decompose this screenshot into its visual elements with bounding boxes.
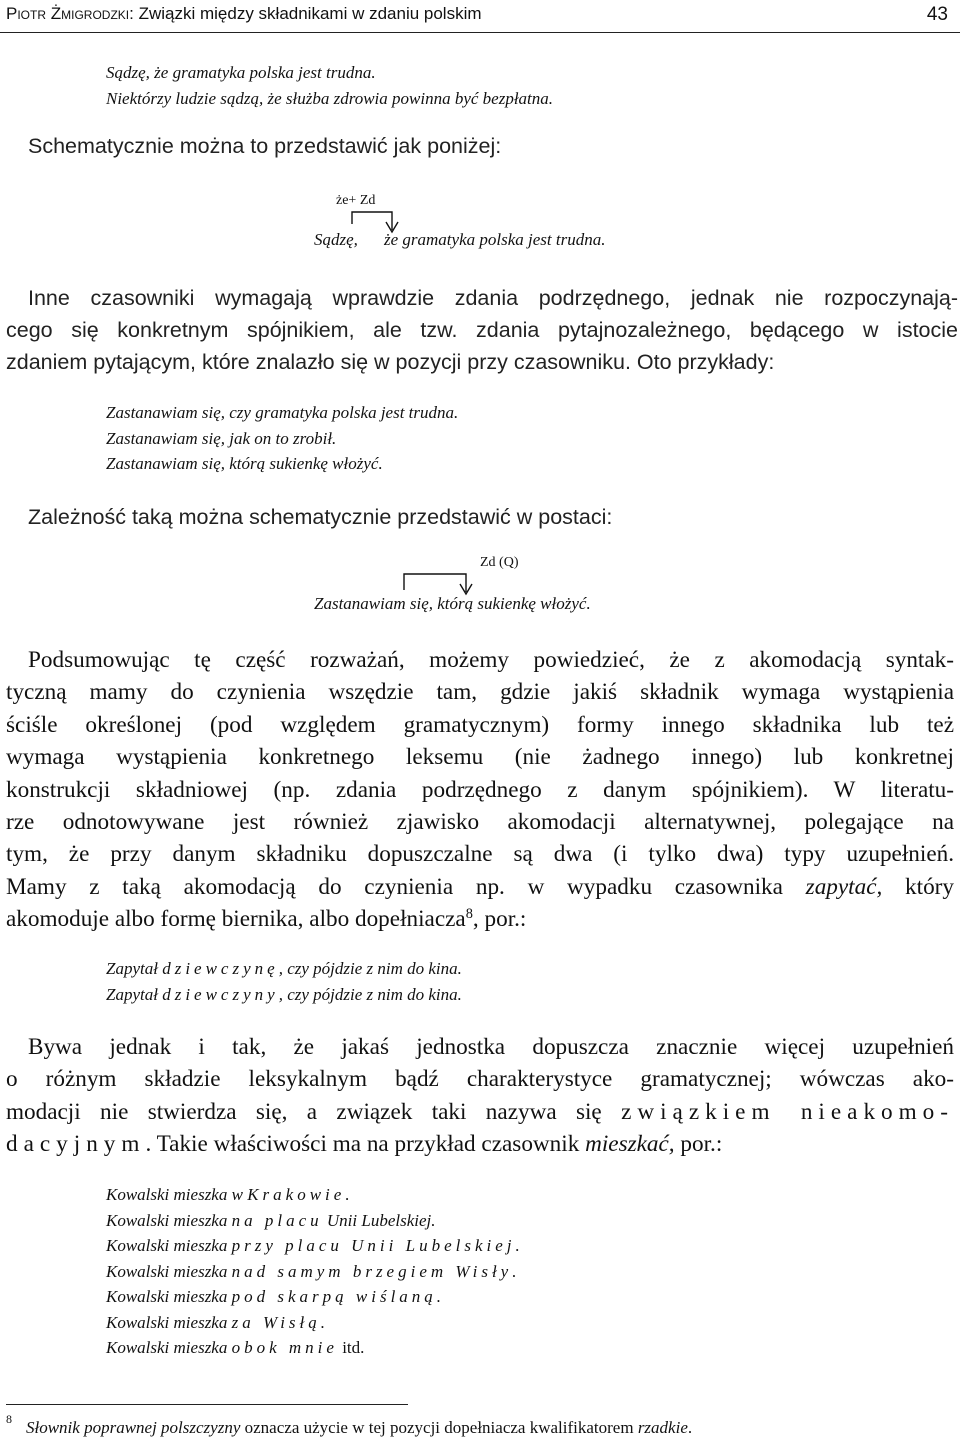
page-number: 43 — [926, 4, 948, 25]
paragraph-line: zdaniem pytającym, które znalazło się w pozycji przy czasowniku. Oto przykłady: — [6, 350, 775, 374]
footnote-end: . — [687, 1418, 693, 1437]
header-title: Związki między składnikami w zdaniu polskim — [138, 4, 482, 23]
spaced-word: pod skarpą wiślaną — [231, 1287, 437, 1306]
example-fragment: Kowalski mieszka w — [106, 1185, 248, 1204]
example-block-1 — [106, 60, 553, 111]
schema-1-label: że+ Zd — [336, 193, 376, 208]
spaced-term: dacyjnym — [6, 1131, 146, 1158]
spaced-word: na placu — [231, 1210, 323, 1230]
example-line — [106, 1208, 520, 1234]
example-line — [106, 1182, 520, 1208]
example-fragment: Kowalski mieszka — [106, 1338, 232, 1357]
verb-zapytac: zapytać, — [805, 873, 883, 900]
footnote-text: oznacza użycie w tej pozycji dopełniacza kwalifikatorem — [240, 1418, 638, 1437]
example-line — [106, 1233, 520, 1259]
header-rule — [0, 32, 960, 33]
example-line — [106, 956, 462, 982]
spaced-word: nad samym brzegiem Wisły — [231, 1261, 513, 1281]
paragraph-line: Bywa jednak i tak, że jakaś jednostka dopuszcza znacznie więcej uzupełnień — [28, 1034, 954, 1060]
example-fragment: itd. — [337, 1338, 365, 1357]
example-fragment: , czy pójdzie z nim do kina. — [278, 984, 462, 1004]
example-line — [106, 1335, 520, 1361]
paragraph-line: o różnym składzie leksykalnym bądź charakterystyce gramatycznej; wówczas ako- — [6, 1066, 954, 1093]
paragraph-line — [6, 1096, 954, 1128]
running-header — [6, 4, 954, 30]
paragraph-schematic-1: Schematycznie można to przedstawić jak poniżej: — [28, 134, 502, 158]
paragraph-2 — [6, 282, 958, 378]
spaced-word: Krakowie — [247, 1185, 346, 1204]
example-block-3 — [106, 956, 462, 1007]
schema-1-right: że gramatyka polska jest trudna. — [384, 230, 606, 249]
paragraph-line: cego się konkretnym spójnikiem, ale tzw. zdania pytajnozależnego, będącego w istocie — [6, 318, 958, 342]
paragraph-fragment: por.: — [674, 1131, 723, 1158]
paragraph-line — [6, 903, 954, 935]
paragraph-line: rze odnotowywane jest również zjawisko akomodacji alternatywnej, polegające na — [6, 809, 954, 836]
schema-2-label: Zd (Q) — [480, 555, 519, 570]
paragraph-line: ściśle określonej (pod względem gramatycznym) formy innego składnika lub też — [6, 711, 954, 738]
example-line — [106, 1284, 520, 1310]
example-fragment: Zapytał — [106, 984, 163, 1004]
example-line: Zastanawiam się, jak on to zrobił. — [106, 428, 337, 448]
paragraph-line: konstrukcji składniowej (np. zdania podrzędnego z danym spójnikiem). W literatu- — [6, 776, 954, 803]
spaced-word: przy placu Unii Lubelskiej — [231, 1236, 516, 1255]
schema-2-text: Zastanawiam się, którą sukienkę włożyć. — [314, 594, 591, 613]
paragraph-fragment: który — [882, 873, 954, 900]
example-fragment: Zapytał — [106, 959, 163, 978]
paragraph-line: wymaga wystąpienia konkretnego leksemu (nie żadnego innego) lub konkretnej — [6, 744, 954, 771]
footnote-title: Słownik poprawnej polszczyzny — [26, 1418, 241, 1437]
spaced-word: dziewczynę — [162, 959, 279, 978]
example-fragment: Kowalski mieszka — [106, 1287, 232, 1306]
example-fragment: . — [345, 1185, 350, 1204]
example-line: Sądzę, że gramatyka polska jest trudna. — [106, 63, 376, 82]
paragraph-line: Podsumowując tę część rozważań, możemy powiedzieć, że z akomodacją syntak- — [28, 647, 954, 673]
paragraph-fragment: modacji nie stwierdza się, a związek taki nazywa się — [6, 1098, 622, 1125]
footnote-rule — [6, 1404, 408, 1405]
verb-mieszkac: mieszkać, — [585, 1131, 675, 1158]
example-fragment: Kowalski mieszka — [106, 1312, 232, 1332]
example-line: Niektórzy ludzie sądzą, że służba zdrowia powinna być bezpłatna. — [106, 88, 554, 108]
example-fragment: . — [515, 1236, 520, 1255]
footnote — [6, 1412, 693, 1438]
paragraph-line — [6, 871, 954, 903]
footnote-number: 8 — [6, 1412, 12, 1426]
paragraph-line: tyczną mamy do czynienia wszędzie tam, gdzie jakiś składnik wymaga wystąpienia — [6, 679, 954, 706]
paragraph-line — [6, 1128, 954, 1160]
paragraph-fragment: Mamy z taką akomodacją do czynienia np. w wypadku czasownika — [6, 873, 806, 900]
paragraph-3 — [6, 644, 954, 936]
example-line — [106, 1310, 520, 1336]
example-line — [106, 1259, 520, 1285]
schema-1-left: Sądzę, — [314, 230, 358, 249]
spaced-word: za Wisłą — [231, 1312, 321, 1332]
example-fragment: . — [512, 1261, 517, 1281]
footnote-qualifier: rzadkie — [637, 1418, 688, 1437]
paragraph-line: Inne czasowniki wymagają wprawdzie zdania podrzędnego, jednak nie rozpoczynają- — [28, 286, 958, 310]
spaced-word: dziewczyny — [162, 984, 279, 1004]
example-line — [106, 982, 462, 1008]
footnote-ref[interactable]: 8 — [465, 906, 473, 923]
paragraph-fragment: . Takie właściwości ma na przykład czasownik — [145, 1131, 586, 1158]
example-block-4 — [106, 1182, 520, 1361]
spaced-word: obok mnie — [231, 1338, 338, 1357]
example-fragment: Kowalski mieszka — [106, 1261, 232, 1281]
example-fragment: . — [320, 1312, 326, 1332]
example-line: Zastanawiam się, czy gramatyka polska jest trudna. — [106, 403, 459, 422]
paragraph-4 — [6, 1031, 954, 1161]
paragraph-line: tym, że przy danym składniku dopuszczalne są dwa (i tylko dwa) typy uzupełnień. — [6, 841, 954, 868]
paragraph-fragment: , por.: — [472, 906, 527, 933]
header-author: Piotr Żmigrodzki: — [6, 4, 134, 23]
paragraph-fragment: akomoduje albo formę biernika, albo dopełniacza — [6, 906, 466, 933]
example-line: Zastanawiam się, którą sukienkę włożyć. — [106, 454, 383, 473]
example-fragment: Kowalski mieszka — [106, 1210, 232, 1230]
example-fragment: , czy pójdzie z nim do kina. — [278, 959, 462, 978]
example-block-2 — [106, 400, 458, 477]
paragraph-schematic-2: Zależność taką można schematycznie przedstawić w postaci: — [28, 505, 613, 529]
spaced-term: związkiem nieakomo- — [621, 1098, 954, 1125]
example-fragment: Unii Lubelskiej. — [322, 1210, 436, 1230]
example-fragment: Kowalski mieszka — [106, 1236, 232, 1255]
example-fragment: . — [436, 1287, 442, 1306]
